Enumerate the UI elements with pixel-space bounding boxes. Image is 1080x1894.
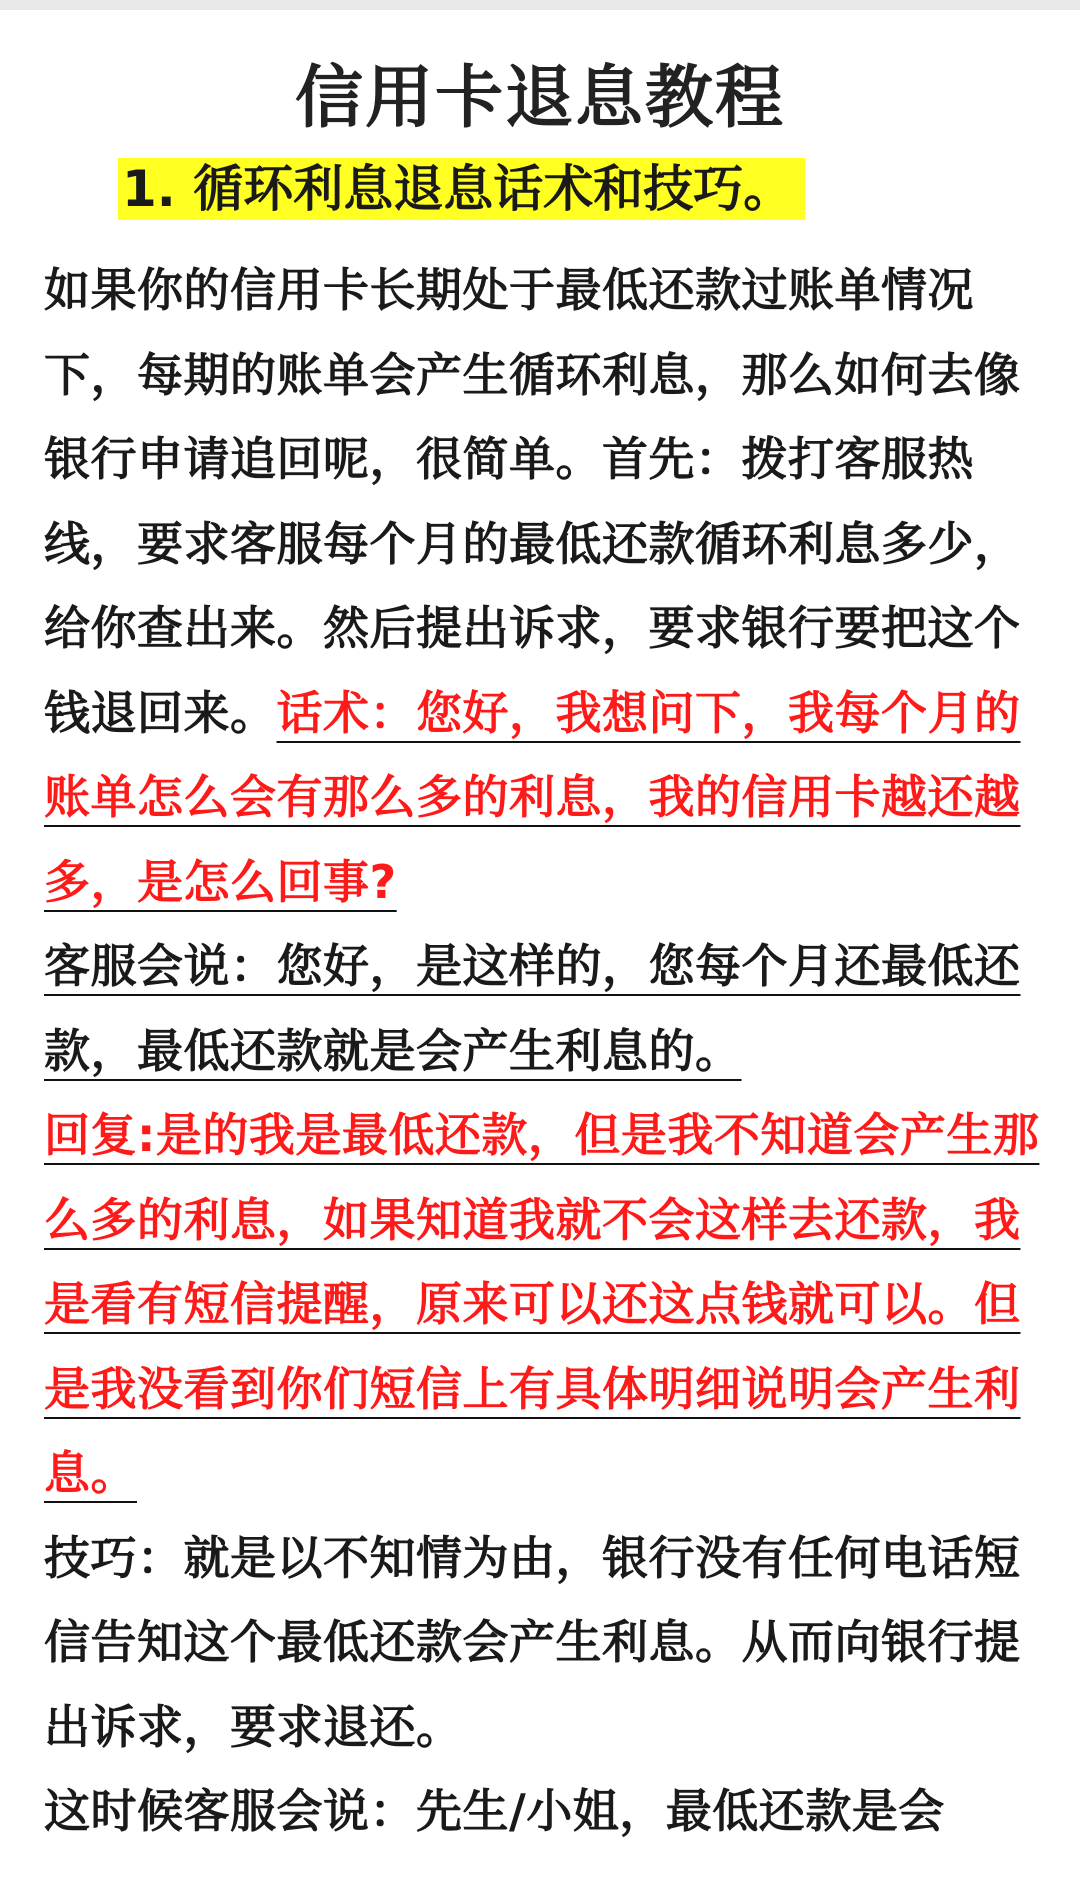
section-heading-highlighted: 1. 循环利息退息话术和技巧。 [118,158,805,220]
service-followup-paragraph [44,1769,1044,1854]
script-question-text: 话术：您好，我想问下，我每个月的账单怎么会有那么多的利息，我的信用卡越还越多，是怎么回事? [44,685,1021,909]
top-edge-bar [0,0,1080,10]
customer-reply-text: 回复:是的我是最低还款，但是我不知道会产生那么多的利息，如果知道我就不会这样去还款，我是看有短信提醒，原来可以还这点钱就可以。但是我没看到你们短信上有具体明细说明会产生利息。 [44,1108,1040,1500]
service-followup-text: 这时候客服会说：先生/小姐，最低还款是会 [44,1784,945,1838]
tip-paragraph [44,1516,1044,1770]
tip-text: 技巧：就是以不知情为由，银行没有任何电话短信告知这个最低还款会产生利息。从而向银行提出诉求，要求退还。 [44,1530,1021,1754]
service-reply-paragraph [44,924,1044,1093]
document-body [44,248,1044,1854]
customer-reply-paragraph [44,1093,1044,1516]
service-reply-text: 客服会说：您好，是这样的，您每个月还最低还款，最低还款就是会产生利息的。 [44,939,1021,1078]
body-paragraph [44,248,1044,924]
intro-text: 如果你的信用卡长期处于最低还款过账单情况下，每期的账单会产生循环利息，那么如何去像银行申请追回呢，很简单。首先：拨打客服热线，要求客服每个月的最低还款循环利息多少，给你查出来。然后提出诉求，要求银行要把这个钱退回来。 [44,263,1021,740]
page-title: 信用卡退息教程 [294,59,785,138]
